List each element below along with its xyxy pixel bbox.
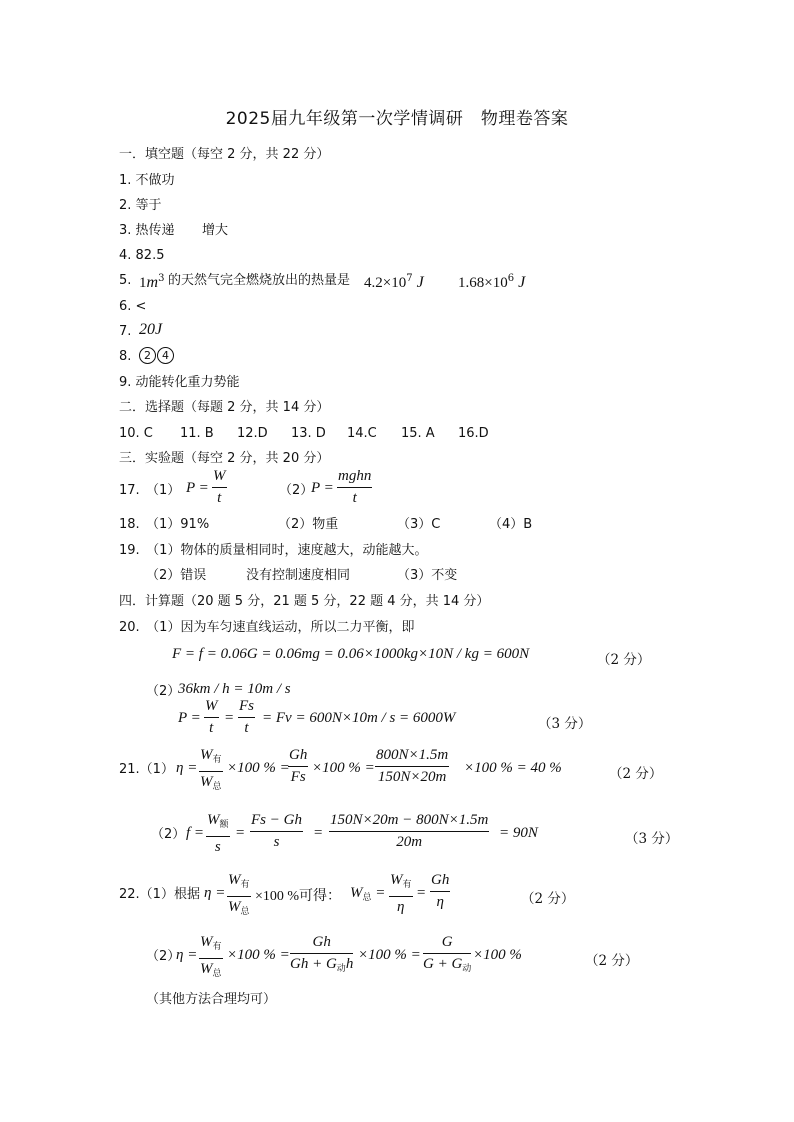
- q22-times100-ke: ×100 %可得：: [255, 889, 342, 904]
- q21-fraction-friction-numbers: $\frac{150N\times 20m - 800N\times 1.5m}{20m}$: [330, 812, 489, 850]
- q17-formula2-lhs: P =: [311, 480, 334, 496]
- q17-formula2-fraction: mghn t: [338, 468, 372, 506]
- q21-fraction-w: $W_有$ $W_总$: [200, 747, 222, 792]
- answer-q6: 6. <: [119, 299, 147, 314]
- answer-note: （其他方法合理均可）: [146, 992, 277, 1007]
- q20-power-fraction-w: $\frac{W}{t}$: [205, 698, 218, 736]
- answer-q21-part2-label: （2）: [151, 827, 186, 842]
- q20-part2-score: （3 分）: [538, 716, 592, 732]
- answer-q5-value2: $1.68\times 10^6$ J: [458, 273, 526, 291]
- q21-part1-score: （2 分）: [609, 766, 663, 782]
- answer-q7-value: 20J: [139, 321, 163, 338]
- q22-times100-2: ×100 % =: [358, 947, 421, 963]
- q21-fraction-fsgh: $\frac{Fs - Gh}{s}$: [251, 812, 302, 850]
- q21-fraction-numbers: $\frac{800N\times 1.5m}{150N\times 20m}$: [376, 747, 449, 785]
- q22-fraction-w-2: $W_有$ $W_总$: [200, 934, 222, 979]
- answer-q21-number: 21.（1）: [119, 762, 174, 777]
- answer-q18-part1: （1）91%: [146, 517, 210, 532]
- answer-q22-number: 22.（1）根据: [119, 887, 200, 902]
- q20-power-result: = Fv = 600N×10m / s = 6000W: [262, 710, 456, 726]
- q21-friction-result: = 90N: [499, 825, 538, 841]
- q20-power-lhs: P =: [178, 710, 201, 726]
- answer-q14: 14.C: [347, 426, 377, 441]
- answer-q19-line1: 19. （1）物体的质量相同时，速度越大，动能越大。: [119, 543, 428, 558]
- answer-q4: 4. 82.5: [119, 248, 165, 263]
- answer-q18-part4: （4）B: [489, 517, 533, 532]
- answer-q20-line1: 20. （1）因为车匀速直线运动，所以二力平衡，即: [119, 620, 415, 635]
- q22-part1-score: （2 分）: [521, 891, 575, 907]
- answer-q20-part2-label: （2）: [146, 684, 181, 699]
- answer-q9: 9. 动能转化重力势能: [119, 375, 240, 390]
- q21-efficiency-result: ×100 % = 40 %: [464, 760, 562, 776]
- section-choice-heading: 二．选择题（每题 2 分，共 14 分）: [119, 400, 330, 415]
- q20-power-fraction-fs: $\frac{Fs}{t}$: [239, 698, 254, 736]
- answer-q8-number: 8.: [119, 349, 132, 364]
- answer-q10: 10. C: [119, 426, 153, 441]
- q21-times100-2: ×100 % =: [312, 760, 375, 776]
- answer-q8-value: [139, 347, 175, 364]
- q22-times100-end: ×100 %: [473, 947, 522, 963]
- q20-part1-score: （2 分）: [597, 652, 651, 668]
- answer-q5-text: 的天然气完全燃烧放出的热量是: [168, 273, 351, 288]
- answer-q12: 12.D: [237, 426, 268, 441]
- q21-part2-score: （3 分）: [625, 831, 679, 847]
- answer-q15: 15. A: [401, 426, 435, 441]
- answer-q17-number: 17.: [119, 483, 140, 498]
- page-title: 2025届九年级第一次学情调研 物理卷答案: [225, 109, 569, 129]
- answer-q5-value1: $4.2\times 10^7$ J: [364, 273, 424, 291]
- q17-formula1-fraction: $\frac{W}{t}$: [213, 468, 226, 506]
- answer-q22-part2-label: （2）: [146, 949, 181, 964]
- q21-fraction-wextra: $W_额$ s: [207, 812, 229, 855]
- q22-fraction-w-eta: $W_有$ η: [390, 872, 412, 915]
- q21-friction-lhs: f =: [186, 825, 205, 841]
- q20-speed-conversion: 36km / h = 10m / s: [178, 681, 291, 697]
- answer-q19-part3: （3）不变: [397, 568, 458, 583]
- answer-q13: 13. D: [291, 426, 326, 441]
- answer-q7-number: 7.: [119, 324, 132, 339]
- q20-eq-sign: =: [224, 710, 235, 726]
- answer-q5-number: 5.: [119, 273, 132, 288]
- answer-q18-part2: （2）物重: [278, 517, 339, 532]
- section-fill-in-heading: 一．填空题（每空 2 分，共 22 分）: [119, 147, 330, 162]
- answer-q2: 2. 等于: [119, 198, 162, 213]
- q22-eta-lhs-2: η =: [176, 947, 198, 963]
- q21-fraction-gh: $\frac{Gh}{Fs}$: [289, 747, 308, 785]
- q22-fraction-w: $W_有$ $W_总$: [228, 872, 250, 917]
- q21-times100-1: ×100 % =: [227, 760, 290, 776]
- q22-eta-lhs: η =: [204, 885, 226, 901]
- answer-q11: 11. B: [180, 426, 214, 441]
- section-experiment-heading: 三．实验题（每空 2 分，共 20 分）: [119, 451, 330, 466]
- answer-q19-part2: （2）错误: [146, 568, 207, 583]
- q21-eq-sign: =: [235, 825, 246, 841]
- q22-eq-sign: =: [416, 885, 427, 901]
- q22-part2-score: （2 分）: [585, 953, 639, 969]
- q20-force-equation: F = f = 0.06G = 0.06mg = 0.06×1000kg×10N / kg = 600N: [172, 646, 530, 662]
- q22-fraction-g-total: G $G + G_动$: [423, 934, 472, 974]
- answer-q1: 1. 不做功: [119, 173, 175, 188]
- circled-4: 4: [157, 347, 174, 364]
- q22-times100-1: ×100 % =: [227, 947, 290, 963]
- q22-wtotal-lhs: $W_总$ =: [350, 885, 386, 903]
- q22-fraction-gh-total: Gh $Gh + G_动h$: [290, 934, 354, 974]
- section-calculation-heading: 四．计算题（20 题 5 分，21 题 5 分，22 题 4 分，共 14 分）: [119, 594, 490, 609]
- q21-eq-sign-2: =: [313, 825, 324, 841]
- answer-q18-number: 18.: [119, 517, 140, 532]
- answer-q3-part2: 增大: [202, 223, 229, 238]
- answer-q17-part2-label: （2）: [279, 483, 314, 498]
- circled-2: 2: [139, 347, 156, 364]
- answer-q19-part2-reason: 没有控制速度相同: [246, 568, 351, 583]
- q22-fraction-gh-eta: $\frac{Gh}{\eta}$: [431, 872, 450, 910]
- answer-q18-part3: （3）C: [397, 517, 441, 532]
- answer-q17-part1-label: （1）: [146, 483, 181, 498]
- answer-q5-volume: $1m^3$: [139, 273, 165, 291]
- answer-q3-part1: 3. 热传递: [119, 223, 175, 238]
- q17-formula1-lhs: P =: [186, 480, 209, 496]
- q21-eta-lhs: η =: [176, 760, 198, 776]
- answer-q16: 16.D: [458, 426, 489, 441]
